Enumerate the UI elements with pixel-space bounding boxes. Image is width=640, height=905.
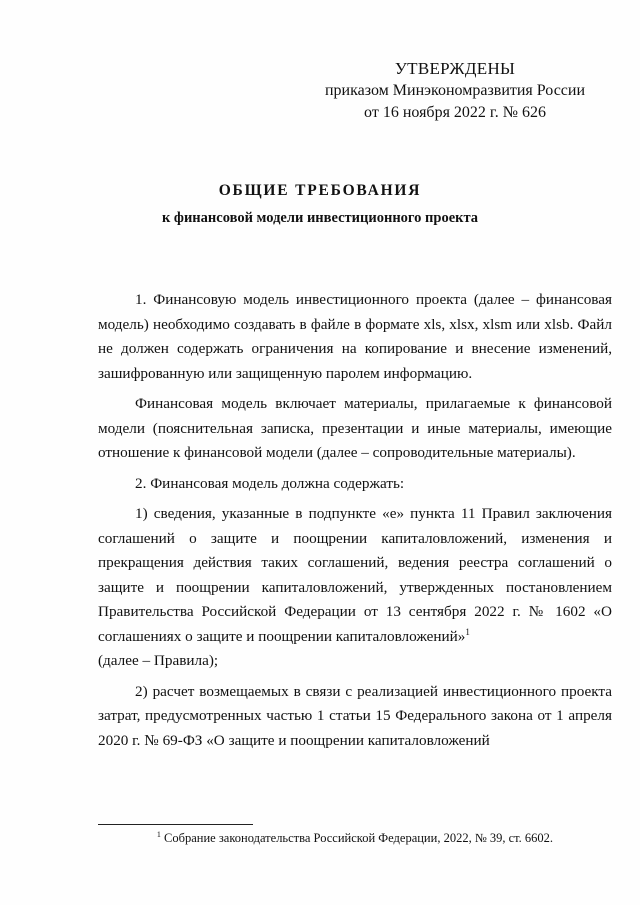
footnote-text: Собрание законодательства Российской Федерации, 2022, № 39, ст. 6602. [164,831,554,846]
document-title: ОБЩИЕ ТРЕБОВАНИЯ [218,182,422,199]
approval-block [300,58,610,124]
paragraph-4 [98,502,612,649]
paragraph-5: 2) расчет возмещаемых в связи с реализацией инвестиционного проекта затрат, предусмотренных частью 1 статьи 15 Федерального закона от 1 апреля 2020 г. № 69-ФЗ «О защите и поощрении капиталовложений [98,682,612,749]
footnote-divider [98,824,253,825]
footnote [98,830,612,846]
approval-stamp: УТВЕРЖДЕНЫ [394,59,516,78]
paragraph-1: 1. Финансовую модель инвестиционного проекта (далее – финансовая модель) необходимо создавать в файле в формате xls, xlsx, xlsm или xlsb. Файл не должен содержать ограничения на копирование и внесение изменений, зашифрованную или защищенную паролем информацию. [98,291,612,382]
paragraph-4-continuation: (далее – Правила); [98,652,219,669]
footnote-number: 1 [156,830,161,839]
paragraph-2: Финансовая модель включает материалы, прилагаемые к финансовой модели (пояснительная записка, презентации и иные материалы, имеющие отношение к финансовой модели (далее – сопроводительные материалы). [98,395,612,461]
paragraph-3: 2. Финансовая модель должна содержать: [135,474,405,492]
document-subtitle: к финансовой модели инвестиционного проекта [161,210,479,226]
paragraph-4-text: 1) сведения, указанные в подпункте «е» пункта 11 Правил заключения соглашений о защите и поощрении капиталовложений, изменения и прекращения действия таких соглашений, ведения реестра соглашений о защите и поощрении капиталовложений, утвержденных постановлением Правительства Российской Федерации от 13 сентября 2022 г. № 1602 «О соглашениях о защите и поощрении капиталовложений» [98,505,612,645]
approval-order-line: приказом Минэкономразвития России [324,82,586,99]
footnote-reference: 1 [465,626,470,637]
document-body [98,288,612,759]
approval-date-line: от 16 ноября 2022 г. № 626 [364,104,546,121]
